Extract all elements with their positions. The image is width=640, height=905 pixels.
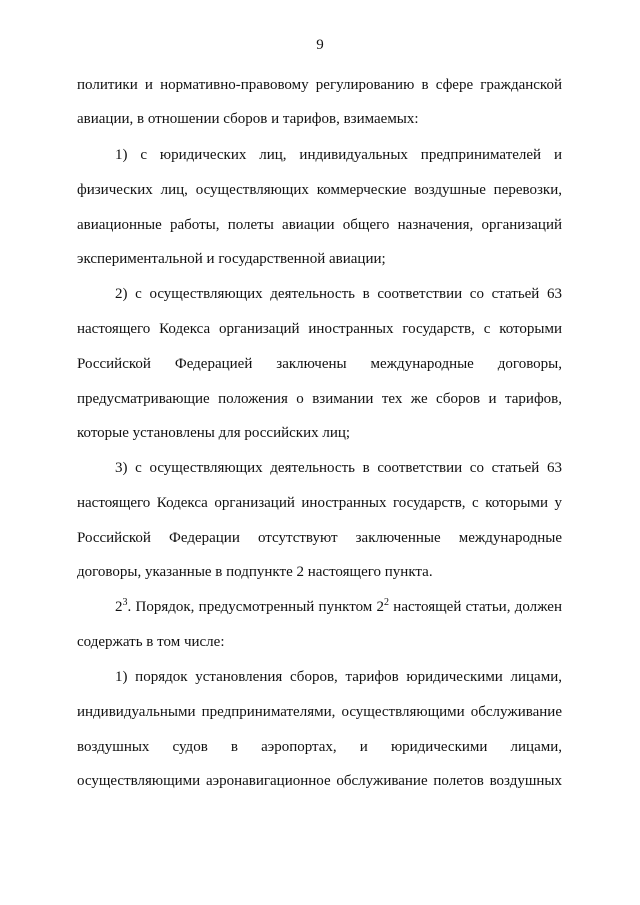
text-line: настоящего Кодекса организаций иностранных государств, с которыми у [77, 495, 562, 511]
text-line: предусматривающие положения о взимании тех же сборов и тарифов, [77, 391, 562, 407]
text-line: осуществляющими аэронавигационное обслуживание полетов воздушных [77, 773, 562, 789]
item-number: 2 [115, 599, 123, 615]
item-text-part: настоящей статьи, должен [389, 599, 562, 615]
text-line: физических лиц, осуществляющих коммерческие воздушные перевозки, [77, 182, 562, 198]
text-line: 1) с юридических лиц, индивидуальных предпринимателей и [115, 147, 562, 163]
text-line: 2) с осуществляющих деятельность в соответствии со статьей 63 [115, 286, 562, 302]
reference-superscript: 2 [384, 597, 390, 608]
text-line: настоящего Кодекса организаций иностранных государств, с которыми [77, 321, 562, 337]
text-line: экспериментальной и государственной авиации; [77, 251, 386, 267]
text-line: договоры, указанные в подпункте 2 настоящего пункта. [77, 564, 433, 580]
item-text-part: . Порядок, предусмотренный пунктом 2 [127, 599, 385, 615]
item-2-3-heading-line [115, 598, 562, 616]
text-line: политики и нормативно-правовому регулированию в сфере гражданской [77, 77, 562, 93]
text-line: содержать в том числе: [77, 634, 225, 650]
text-line: 1) порядок установления сборов, тарифов юридическими лицами, [115, 669, 562, 685]
text-line: авиационные работы, полеты авиации общего назначения, организаций [77, 217, 562, 233]
text-line: 3) с осуществляющих деятельность в соответствии со статьей 63 [115, 460, 562, 476]
text-line: воздушных судов в аэропортах, и юридическими лицами, [77, 739, 562, 755]
text-line: авиации, в отношении сборов и тарифов, взимаемых: [77, 111, 419, 127]
page-number: 9 [316, 37, 324, 53]
text-line: которые установлены для российских лиц; [77, 425, 351, 441]
text-line: Российской Федерацией заключены международные договоры, [77, 356, 562, 372]
text-line: индивидуальными предпринимателями, осуществляющими обслуживание [77, 704, 562, 720]
item-number-superscript: 3 [122, 597, 128, 608]
text-line: Российской Федерации отсутствуют заключенные международные [77, 530, 562, 546]
